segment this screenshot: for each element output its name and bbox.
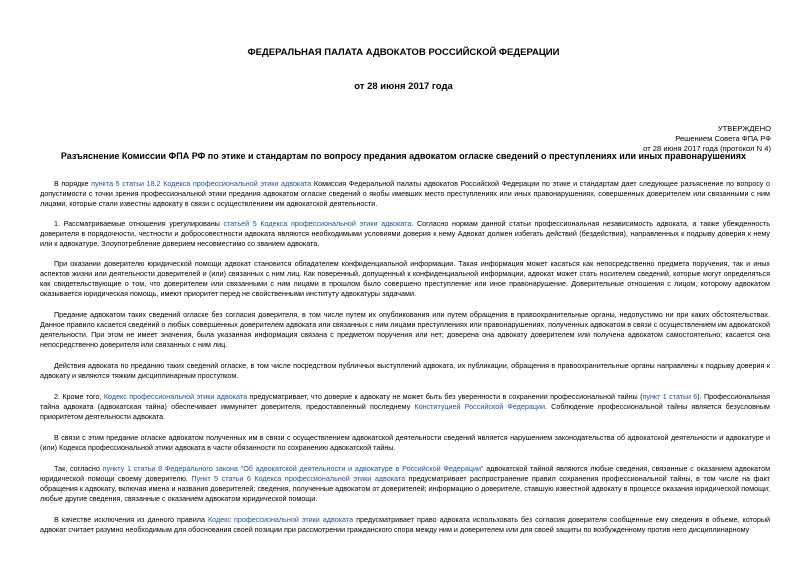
p2-link-article5[interactable]: статьей 5 Кодекса профессиональной этики адвоката: [223, 219, 412, 228]
p1-text-post: Комиссия Федеральной палаты адвокатов Российской Федерации по этике и стандартам дает следующее разъяснение по вопросу о допустимости с точки зрения профессиональной этики предания адвокатом огласке сведений о якобы имевших место преступлениях или иных правонарушениях, совершенных доверителем или связанными с ним лицами, которые стали известны адвокату в связи с осуществлением им адвокатской деятельности.: [40, 179, 771, 208]
paragraph-7: В связи с этим предание огласке адвокатом полученных им в связи с осуществлением адвокатской деятельности сведений является нарушением законодательства об адвокатской деятельности и адвокатуре и (или) Кодекса профессиональной этики адвоката в части обязанности по сохранению адвокатской тайны.: [40, 433, 770, 452]
paragraph-5: Действия адвоката по преданию таких сведений огласке, в том числе посредством публичных выступлений адвоката, их публикации, обращения в правоохранительные органы направлены к подрыву доверия к адвокату и являются тяжким дисциплинарным проступком.: [40, 361, 770, 380]
paragraph-2: [40, 219, 770, 249]
p6-link-constitution[interactable]: Конституцией Российской Федерации: [414, 402, 545, 411]
p6-text-post: . Соблюдение профессиональной тайны является безусловным приоритетом деятельности адвоката.: [40, 402, 770, 421]
paragraph-3: При оказании доверителю юридической помощи адвокат становится обладателем конфиденциальной информации. Такая информация может касаться как непосредственно предмета поручения, так и иных аспектов жизни или деятельности доверителей и (или) связанных с ним лиц. Как поверенный, допущенный к конфиденциальной информации, адвокат может стать носителем сведений, которые могут определяться как свидетельствующие о том, что доверителем или связанными с ним лицами в прошлом было совершено преступление или иное правонарушение. Доверительные отношения с лицом, которому адвокатом оказывается юридическая помощь, имеют приоритет перед не свойственными институту адвокатуры задачами.: [40, 259, 770, 298]
org-heading: ФЕДЕРАЛЬНАЯ ПАЛАТА АДВОКАТОВ РОССИЙСКОЙ ФЕДЕРАЦИИ: [247, 47, 560, 58]
approval-line-3: от 28 июня 2017 года (протокол N 4): [643, 144, 771, 154]
paragraph-4: Предание адвокатом таких сведений огласке без согласия доверителя, в том числе путем их опубликования или путем обращения в правоохранительные органы, недопустимо ни при каких обстоятельствах. Данное правило касается сведений о любых совершенных доверителем адвоката или связанных с ним лицами преступлениях или правонарушениях, полученных адвокатом в связи с осуществлением им адвокатской деятельности. При этом не имеет значения, была указанная информация связана с предметом поручения или нет; доверена она адвокату доверителем или получена адвокатом самостоятельно; касается она непосредственно доверителя или связанных с ним лиц.: [40, 310, 770, 349]
p9-link-code[interactable]: Кодекс профессиональной этики адвоката: [207, 515, 354, 524]
p1-text-pre: В порядке: [54, 179, 92, 188]
p1-link-code[interactable]: пункта 5 статьи 18.2 Кодекса профессиональной этики адвоката: [91, 179, 312, 188]
p8-link-article6-p5[interactable]: Пункт 5 статьи 6 Кодекса профессиональной этики адвоката: [191, 474, 406, 483]
approval-line-2: Решением Совета ФПА РФ: [675, 134, 771, 144]
approval-line-1: УТВЕРЖДЕНО: [717, 124, 771, 133]
p6-text-mid2: ). Профессиональная тайна адвоката (адвокатская тайна) обеспечивает иммунитет доверителя, предоставленный последнему: [40, 392, 770, 411]
paragraph-6: [40, 392, 770, 422]
p6-link-code[interactable]: Кодекс профессиональной этики адвоката: [103, 392, 248, 401]
p6-text-pre: 2. Кроме того,: [54, 392, 104, 401]
document-title: Разъяснение Комиссии ФПА РФ по этике и стандартам по вопросу предания адвокатом огласке сведений о преступлениях или иных правонарушениях: [60, 151, 747, 161]
paragraph-1: [40, 179, 770, 209]
p9-text-pre: В качестве исключения из данного правила: [54, 515, 208, 524]
p2-text-pre: 1. Рассматриваемые отношения урегулированы: [54, 219, 224, 228]
p9-text-post: предусматривает право адвоката использовать без согласия доверителя сообщенные ему сведения в объеме, который адвокат считает разумно необходимым для обоснования своей позиции при рассмотрении гражданского спора между ним и доверителем или для своей защиты по возбужденному против него дисциплинарному: [40, 515, 771, 534]
date-heading: от 28 июня 2017 года: [354, 81, 453, 92]
p8-text-mid1: адвокатской тайной являются любые сведения, связанные с оказанием адвокатом юридической помощи своему доверителю.: [40, 464, 771, 483]
paragraph-9: [40, 515, 770, 535]
p2-text-post: . Согласно нормам данной статьи профессиональная независимость адвоката, а также убежденность доверителя в порядочности, честности и добросовестности адвоката являются необходимыми условиями доверия к нему Адвокат должен избегать действий (бездействия), направленных к подрыву доверия к нему или к адвокатуре. Злоупотребление доверием несовместимо со званием адвоката.: [40, 219, 770, 248]
p8-text-post: предусматривает распространение правил сохранения профессиональной тайны, в том числе на факт обращения к адвокату, включая имена и названия доверителей; сведения, полученные адвокатом от доверителей; информацию о доверителе, ставшую известной адвокату в процессе оказания юридической помощи; любые другие сведения, связанные с оказанием адвокатом юридической помощи.: [40, 474, 770, 503]
p6-link-article6[interactable]: пункт 1 статьи 6: [642, 392, 698, 401]
p8-text-pre: Так, согласно: [54, 464, 103, 473]
paragraph-8: [40, 464, 770, 504]
p8-link-federal-law[interactable]: пункту 1 статьи 8 Федерального закона "Об адвокатской деятельности и адвокатуре в Российской Федерации": [102, 464, 484, 473]
p6-text-mid1: предусматривает, что доверие к адвокату не может быть без уверенности в сохранении профессиональной тайны (: [247, 392, 643, 401]
